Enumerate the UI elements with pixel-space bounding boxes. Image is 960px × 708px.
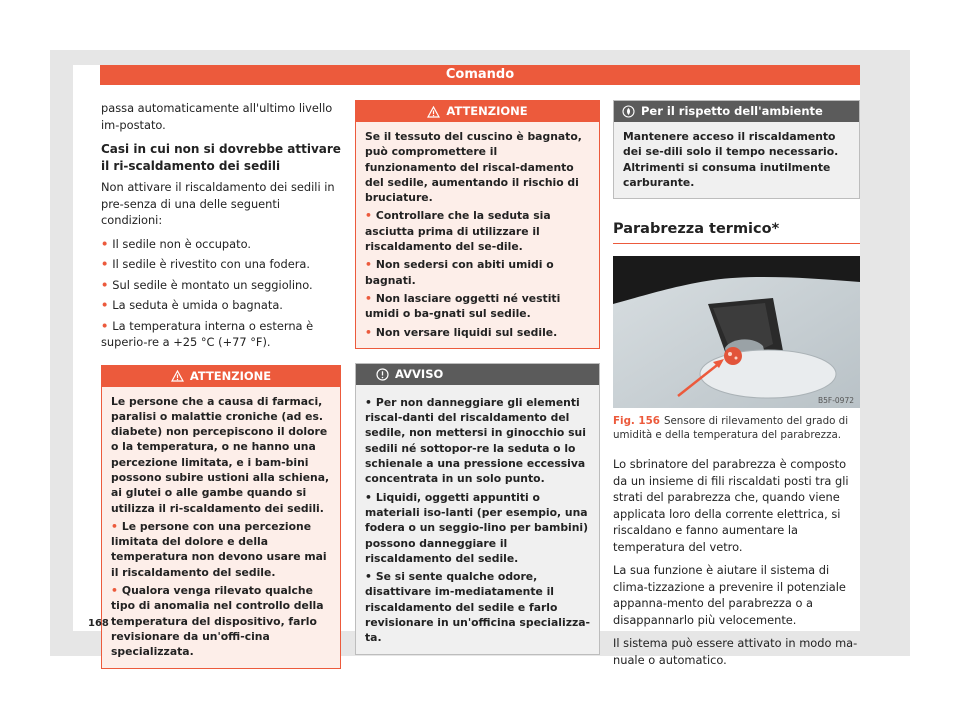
figure-caption: Fig. 156 Sensore di rilevamento del grado di umidità e della temperatura del parabrezza. bbox=[613, 415, 849, 442]
list-item: • La seduta è umida o bagnata. bbox=[101, 298, 283, 312]
page-header: Comando bbox=[100, 65, 860, 85]
intro-text: passa automaticamente all'ultimo livello im-postato. bbox=[101, 101, 333, 132]
environment-box bbox=[613, 100, 860, 199]
list-item: • Sul sedile è montato un seggiolino. bbox=[101, 277, 313, 292]
bullet-icon: • bbox=[365, 258, 372, 272]
section-title: Parabrezza termico* bbox=[613, 221, 860, 244]
warning-icon bbox=[427, 106, 440, 118]
info-icon bbox=[376, 368, 389, 381]
warning-title: ATTENZIONE bbox=[189, 368, 272, 383]
warning-box bbox=[355, 100, 600, 349]
section-heading: Casi in cui non si dovrebbe attivare il ri-scaldamento dei sedili bbox=[101, 142, 341, 173]
list-item: • Se si sente qualche odore, disattivare im-mediatamente il riscaldamento del sedile e farlo revisionare in un'officina specializza-ta. bbox=[365, 570, 591, 645]
bullet-icon: • bbox=[101, 257, 109, 271]
notice-box bbox=[355, 363, 600, 655]
leaf-icon bbox=[622, 105, 635, 118]
list-item: • Per non danneggiare gli elementi riscal-danti del riscaldamento del sedile, non mettersi in ginocchio sui sedili né sottopor-re la seduta o lo schienale a una pressione eccessiva concentrata in un solo punto. bbox=[365, 395, 586, 486]
environment-title: Per il rispetto dell'ambiente bbox=[641, 104, 823, 118]
warning-list bbox=[111, 519, 332, 660]
warning-body bbox=[102, 387, 340, 668]
environment-body bbox=[614, 122, 859, 198]
list-item: • Non lasciare oggetti né vestiti umidi o ba-gnati sul sedile. bbox=[365, 291, 561, 321]
notice-header bbox=[356, 364, 599, 385]
bullet-icon: • bbox=[101, 236, 109, 251]
bullet-icon: • bbox=[101, 318, 109, 333]
warning-header bbox=[102, 366, 340, 387]
notice-body bbox=[356, 385, 599, 654]
paragraph: Il sistema può essere attivato in modo ma-nuale o automatico. bbox=[613, 636, 858, 667]
figure-code: B5F-0972 bbox=[817, 396, 854, 406]
bullet-icon: • bbox=[365, 490, 372, 504]
warning-box bbox=[101, 365, 341, 669]
environment-header bbox=[614, 101, 859, 122]
warning-header bbox=[356, 101, 599, 122]
bullet-icon: • bbox=[111, 584, 118, 598]
warning-icon bbox=[171, 370, 184, 382]
column-middle bbox=[355, 100, 600, 669]
bullet-icon: • bbox=[101, 298, 109, 312]
paragraph: Lo sbrinatore del parabrezza è composto da un insieme di fili riscaldati posti tra gli strati del parabrezza che, quando viene applicata loro della corrente elettrica, si riscaldano e fanno aumentare la temperatura del vetro. bbox=[613, 457, 849, 554]
bullet-icon: • bbox=[365, 325, 372, 339]
list-item: • Le persone con una percezione limitata del dolore e della temperatura non devono usare mai il riscaldamento del sedile. bbox=[111, 519, 327, 579]
lead-text: Non attivare il riscaldamento dei sedili in pre-senza di una delle seguenti condizioni: bbox=[101, 180, 335, 227]
page-number: 168 bbox=[88, 618, 109, 629]
column-right bbox=[613, 100, 860, 675]
bullet-icon: • bbox=[365, 209, 372, 223]
bullet-icon: • bbox=[111, 519, 118, 533]
warning-list bbox=[365, 208, 591, 339]
notice-list bbox=[365, 395, 591, 646]
windscreen-illustration bbox=[613, 256, 860, 408]
column-left bbox=[101, 100, 341, 683]
list-item: • Qualora venga rilevato qualche tipo di anomalia nel controllo della temperatura del dispositivo, farlo revisionare da un'offi-cina specializzata. bbox=[111, 584, 324, 659]
list-item: • Il sedile non è occupato. bbox=[101, 236, 251, 251]
warning-text: Se il tessuto del cuscino è bagnato, può compromettere il funzionamento del riscal-damento del sedile, aumentando il rischio di bruciature. bbox=[365, 130, 582, 205]
warning-body bbox=[356, 122, 599, 348]
list-item: • Controllare che la seduta sia asciutta prima di utilizzare il riscaldamento del se-dile. bbox=[365, 209, 551, 254]
list-item: • Liquidi, oggetti appuntiti o materiali iso-lanti (per esempio, una fodera o un seggio-lino per bambini) possono danneggiare il riscaldamento del sedile. bbox=[365, 490, 589, 565]
environment-text: Mantenere acceso il riscaldamento dei se-dili solo il tempo necessario. Altrimenti si consuma inutilmente carburante. bbox=[623, 130, 839, 189]
bullet-icon: • bbox=[365, 395, 372, 409]
list-item: • Il sedile è rivestito con una fodera. bbox=[101, 257, 311, 271]
paragraph: La sua funzione è aiutare il sistema di clima-tizzazione a prevenire il potenziale appanna-mento del parabrezza o a disappannarlo più velocemente. bbox=[613, 563, 846, 627]
notice-title: AVVISO bbox=[395, 366, 444, 381]
list-item: • Non versare liquidi sul sedile. bbox=[365, 325, 558, 339]
bullet-icon: • bbox=[365, 291, 372, 305]
warning-text: Le persone che a causa di farmaci, paralisi o malattie croniche (ad es. diabete) non percepiscono il dolore o la temperatura, o ne hanno una percezione limitata, e i bam-bini possono subire ustioni alla schiena, ai glutei o alle gambe quando si utilizza il ri-scaldamento dei sedili. bbox=[111, 394, 330, 515]
conditions-list bbox=[101, 236, 341, 351]
figure-number: Fig. 156 bbox=[613, 415, 660, 428]
list-item: • La temperatura interna o esterna è superio-re a +25 °C (+77 °F). bbox=[101, 318, 314, 349]
bullet-icon: • bbox=[101, 277, 109, 292]
bullet-icon: • bbox=[365, 570, 372, 584]
list-item: • Non sedersi con abiti umidi o bagnati. bbox=[365, 258, 554, 287]
figure-windscreen-sensor bbox=[613, 256, 860, 408]
warning-title: ATTENZIONE bbox=[446, 104, 528, 118]
